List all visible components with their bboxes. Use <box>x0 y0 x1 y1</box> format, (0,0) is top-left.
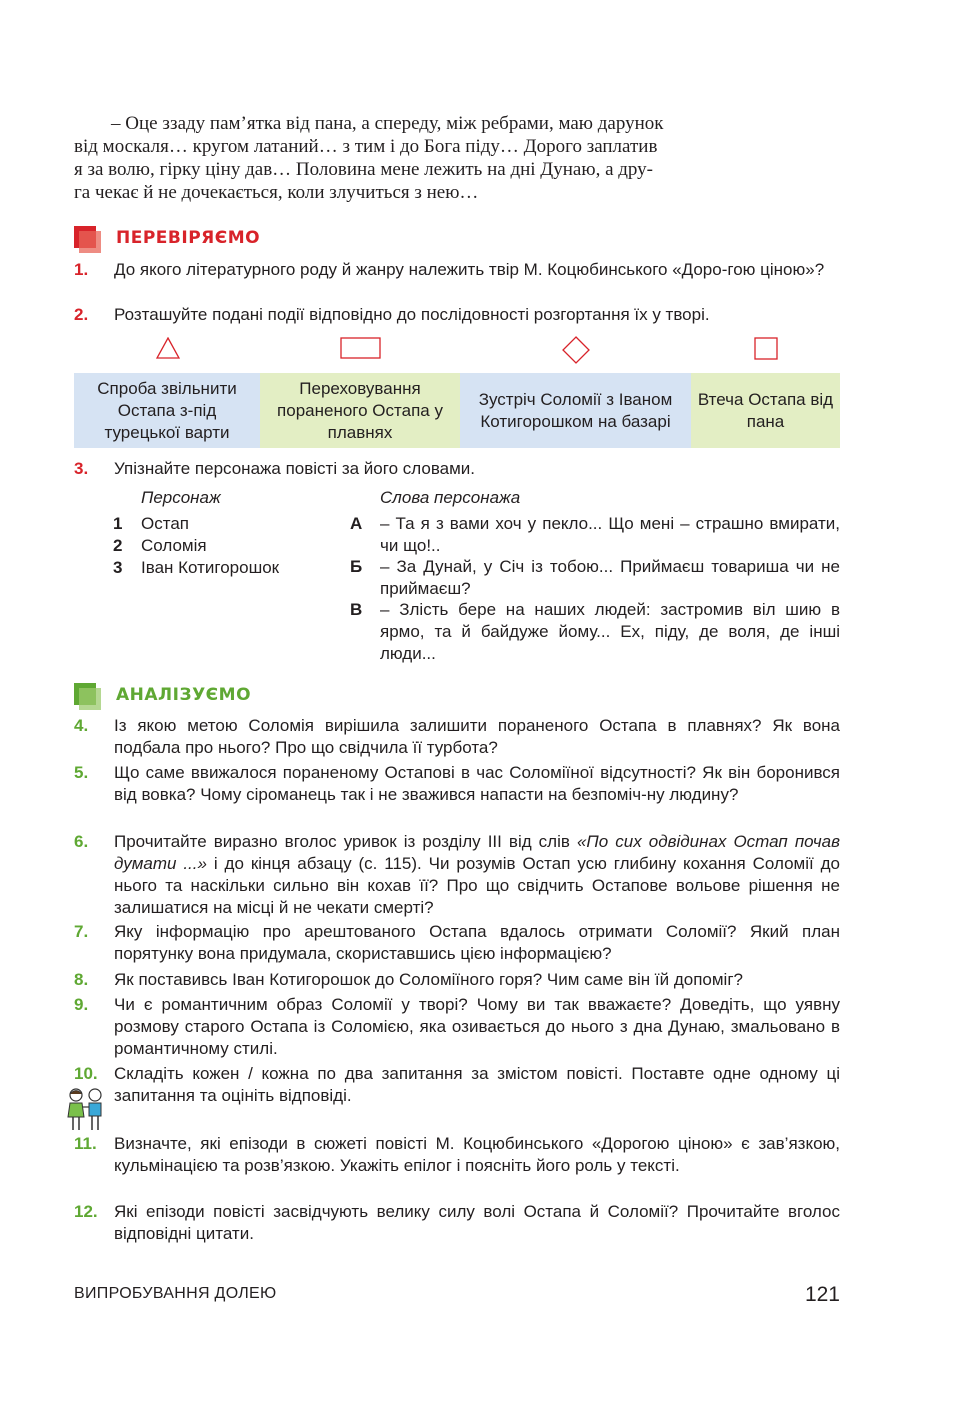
question-text: Визначте, які епізоди в сюжеті повісті М. Коцюбинського «Дорогою ціною» є зав’язкою, кульмінацією та розв’язкою. Укажіть епілог і поясніть його роль у тексті. <box>114 1134 840 1175</box>
saying-letter: В <box>350 600 363 619</box>
character-name: Соломія <box>141 536 207 555</box>
quote-line: га чекає й не дочекається, коли злучиться з нею… <box>74 182 479 203</box>
question-7 <box>74 921 840 965</box>
question-text: Із якою метою Соломія вирішила залишити пораненого Остапа в плавнях? Як вона подбала про нього? Про що свідчила її турбота? <box>114 716 840 757</box>
question-text: До якого літературного роду й жанру належить твір М. Коцюбинського «Доро-гою ціною»? <box>114 260 825 279</box>
question-number: 11. <box>74 1134 97 1153</box>
question-number: 12. <box>74 1202 98 1221</box>
quote-line: я за волю, гірку ціну дав… Половина мене лежить на дні Дунаю, а дру- <box>74 159 653 180</box>
question-number: 10. <box>74 1064 98 1083</box>
quote-paragraph <box>74 112 840 204</box>
event-cell: Втеча Остапа від пана <box>691 373 840 448</box>
question-4 <box>74 715 840 759</box>
question-text: Які епізоди повісті засвідчують велику силу волі Остапа й Соломії? Прочитайте вголос відповідні цитати. <box>114 1202 840 1243</box>
question-3 <box>74 458 840 480</box>
question-9 <box>74 994 840 1060</box>
saying-item <box>350 556 840 600</box>
question-text <box>114 831 840 919</box>
question-8 <box>74 969 840 991</box>
character-item <box>113 557 279 579</box>
question-2 <box>74 304 840 326</box>
characters-heading: Персонаж <box>141 488 221 507</box>
running-footer-title: ВИПРОБУВАННЯ ДОЛЕЮ <box>74 1285 277 1302</box>
saying-item <box>350 599 840 665</box>
character-number: 1 <box>113 514 123 533</box>
question-number: 7. <box>74 922 89 941</box>
question-10 <box>74 1063 840 1107</box>
question-5 <box>74 762 840 806</box>
question-text: Розташуйте подані події відповідно до послідовності розгортання їх у творі. <box>114 305 710 324</box>
section-square-icon <box>79 688 101 710</box>
section-title: ПЕРЕВІРЯЄМО <box>116 228 261 248</box>
question-11 <box>74 1133 840 1177</box>
pair-work-icon <box>62 1086 110 1132</box>
character-name: Остап <box>141 514 189 533</box>
section-square-icon <box>79 231 101 253</box>
character-number: 2 <box>113 536 123 555</box>
question-text: Чи є романтичним образ Соломії у творі? Чому ви так вважаєте? Доведіть, що уявну розмову старого Остапа із Соломією, яка озивається до нього з дна Дунаю, змальовано в романтичному стилі. <box>114 995 840 1058</box>
triangle-icon <box>156 337 180 359</box>
quote-line: – Оце ззаду пам’ятка від пана, а спереду, між ребрами, маю дарунок <box>111 113 664 134</box>
question-text: Упізнайте персонажа повісті за його словами. <box>114 459 476 478</box>
question-12 <box>74 1201 840 1245</box>
event-cell: Спроба звільнити Остапа з-під турецької варти <box>74 373 260 448</box>
saying-letter: А <box>350 514 363 533</box>
question-text: Що саме ввижалося пораненому Остапові в час Соломіїної відсутності? Як він боронився від вовка? Чому сіроманець так і не зважився напасти на безпоміч-ну людину? <box>114 763 840 804</box>
square-icon <box>754 337 778 360</box>
sayings-heading: Слова персонажа <box>380 488 521 507</box>
saying-text: – Злість бере на наших людей: застромив віл шию в ярмо, та й байдуже йому... Ех, піду, де воля, де інші люди... <box>380 600 840 663</box>
question-number: 2. <box>74 305 89 324</box>
saying-item <box>350 513 840 557</box>
event-cell: Переховування пораненого Остапа у плавнях <box>260 373 460 448</box>
question-text: Як поставивсь Іван Котигорошок до Соломіїного горя? Чим саме він їй допоміг? <box>114 970 743 989</box>
question-number: 3. <box>74 459 89 478</box>
question-text-italic: «По сих одвідинах Остап почав думати ...» <box>114 832 840 873</box>
question-number: 5. <box>74 763 89 782</box>
character-item <box>113 535 207 557</box>
events-row <box>74 373 840 448</box>
page-number: 121 <box>804 1283 840 1306</box>
quote-line: від москаля… кругом латаний… з тим і до Бога піду… Дорого заплатив <box>74 136 658 157</box>
question-text-part: і до кінця абзацу (с. 115). Чи розумів Остап усю глибину кохання Соломії до нього та наскільки сильно він кохав її? Про що свідчить Остапове вольове рішення не залишатися на місці й не чекати смерті? <box>114 854 840 917</box>
question-text-part: Прочитайте виразно вголос уривок із розділу III від слів <box>114 832 577 851</box>
diamond-icon <box>562 336 590 364</box>
section-title: АНАЛІЗУЄМО <box>116 685 252 705</box>
rectangle-icon <box>340 337 381 359</box>
question-number: 8. <box>74 970 89 989</box>
question-number: 6. <box>74 832 89 851</box>
question-text: Яку інформацію про арештованого Остапа вдалось отримати Соломії? Який план порятунку вона придумала, скориставшись цією інформацією? <box>114 922 840 963</box>
character-item <box>113 513 189 535</box>
question-number: 9. <box>74 995 89 1014</box>
saying-text: – За Дунай, у Січ із тобою... Приймаєш товариша чи не приймаєш? <box>380 557 840 598</box>
event-cell: Зустріч Соломії з Іваном Котигорошком на базарі <box>460 373 691 448</box>
question-number: 4. <box>74 716 89 735</box>
question-number: 1. <box>74 260 89 279</box>
question-6 <box>74 831 840 919</box>
character-name: Іван Котигорошок <box>141 558 280 577</box>
saying-letter: Б <box>350 557 363 576</box>
character-number: 3 <box>113 558 123 577</box>
saying-text: – Та я з вами хоч у пекло... Що мені – страшно вмирати, чи що!.. <box>380 514 840 555</box>
question-text: Складіть кожен / кожна по два запитання за змістом повісті. Поставте одне одному ці запитання та оцініть відповіді. <box>114 1064 840 1105</box>
question-1 <box>74 259 840 281</box>
